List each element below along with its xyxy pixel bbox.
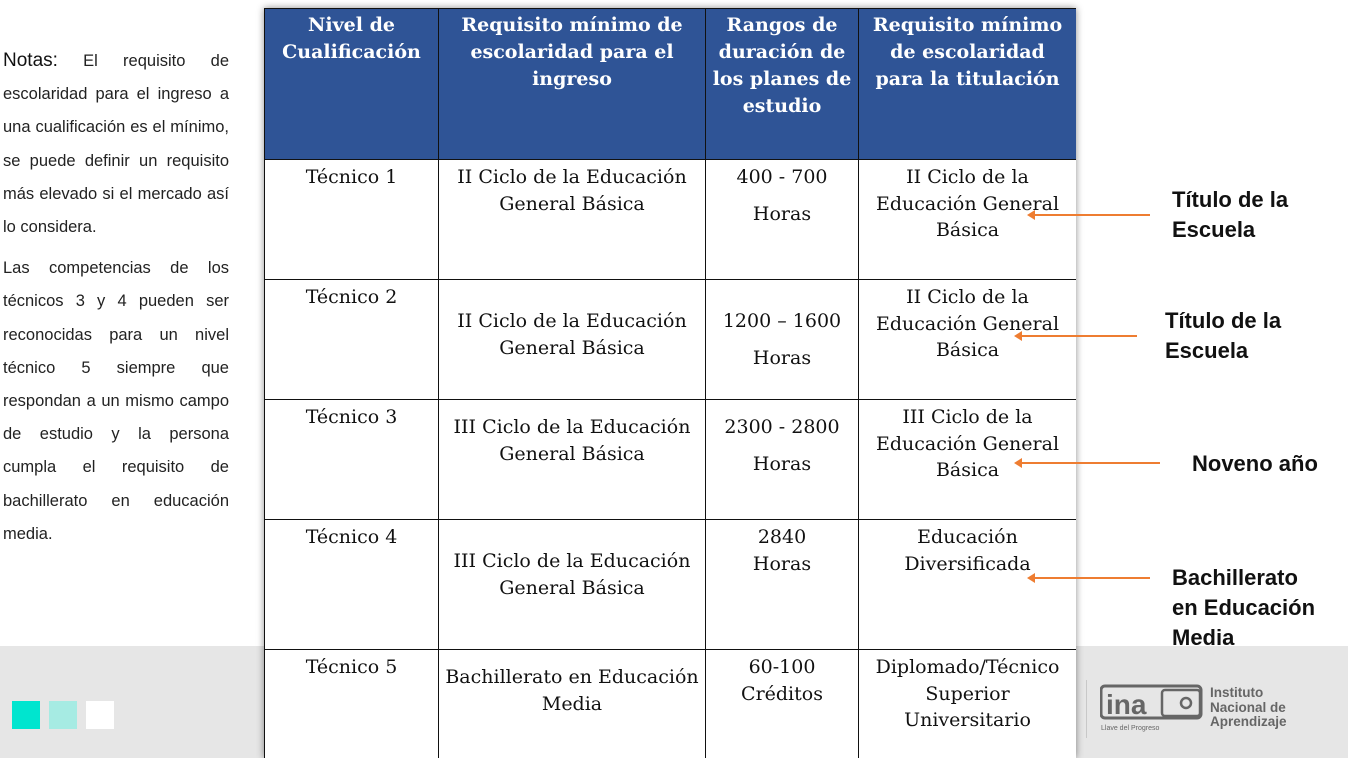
rango-unit: Horas [752, 346, 812, 369]
notes-body-1: El requisito de escolaridad para el ingreso a una cualificación es el mínimo, se puede definir un requisito más elevado si el mercado así lo considera. [3, 52, 229, 237]
header-ingreso: Requisito mínimo de escolaridad para el ingreso [439, 9, 706, 160]
header-nivel: Nivel de Cualificación [265, 9, 439, 160]
logo-tagline: Llave del Progreso [1101, 725, 1160, 732]
table-row [265, 280, 1077, 400]
arrow-annotation-2 [1021, 335, 1137, 337]
ingreso-text: III Ciclo de la Educación General Básica [453, 550, 691, 599]
cell-rango [706, 650, 859, 758]
table-row [265, 160, 1077, 280]
table-row [265, 650, 1077, 758]
table-row [265, 400, 1077, 520]
table-header-row [265, 9, 1077, 160]
rango-value: 400 - 700 [736, 166, 828, 188]
cell-ingreso [439, 400, 706, 520]
annotation-1-line1: Título de la [1172, 187, 1289, 212]
notes-paragraph-1 [3, 44, 229, 244]
rango-unit: Créditos [741, 682, 823, 705]
annotation-label-4 [1172, 563, 1315, 653]
table-row [265, 520, 1077, 650]
annotation-label-2 [1165, 306, 1281, 366]
logo-mark-text: ina [1106, 689, 1147, 720]
arrow-annotation-4 [1034, 577, 1150, 579]
annotation-4-line1: Bachillerato [1172, 565, 1298, 590]
logo-divider [1086, 680, 1087, 738]
qualification-table-image [264, 8, 1076, 758]
annotation-2-line2: Escuela [1165, 338, 1249, 363]
rango-value: 1200 – 1600 [722, 310, 842, 332]
accent-square-light-teal [49, 701, 77, 729]
rango-unit: Horas [752, 452, 812, 475]
cell-titulacion: Diplomado/Técnico Superior Universitario [859, 650, 1077, 758]
cell-nivel: Técnico 1 [265, 160, 439, 280]
rango-unit: Horas [752, 202, 812, 225]
cell-titulacion: III Ciclo de la Educación General Básica [859, 400, 1077, 520]
cell-rango [706, 520, 859, 650]
ingreso-text: Bachillerato en Educación Media [445, 666, 699, 715]
cell-rango [706, 160, 859, 280]
logo-institution-name [1210, 686, 1287, 730]
arrow-annotation-3 [1021, 462, 1160, 464]
notes-lead: Notas: [3, 50, 58, 71]
annotation-2-line1: Título de la [1165, 308, 1282, 333]
cell-nivel: Técnico 3 [265, 400, 439, 520]
annotation-4-line3: Media [1172, 625, 1235, 650]
ina-logo-icon [1100, 684, 1204, 734]
annotation-1-line2: Escuela [1172, 217, 1256, 242]
cell-nivel: Técnico 4 [265, 520, 439, 650]
annotation-3-line1: Noveno año [1192, 451, 1318, 476]
logo-line-2: Nacional de [1210, 699, 1286, 715]
ingreso-text: II Ciclo de la Educación General Básica [457, 310, 687, 359]
rango-value: 2840 [757, 526, 807, 548]
logo-line-3: Aprendizaje [1210, 714, 1287, 729]
header-titulacion: Requisito mínimo de escolaridad para la titulación [859, 9, 1077, 160]
annotation-4-line2: en Educación [1172, 595, 1316, 620]
rango-value: 2300 - 2800 [724, 416, 840, 438]
cell-titulacion: II Ciclo de la Educación General Básica [859, 280, 1077, 400]
cell-nivel: Técnico 2 [265, 280, 439, 400]
cell-ingreso [439, 520, 706, 650]
cell-nivel: Técnico 5 [265, 650, 439, 758]
accent-square-teal [12, 701, 40, 729]
accent-square-white [86, 701, 114, 729]
cell-titulacion: Educación Diversificada [859, 520, 1077, 650]
cell-ingreso [439, 650, 706, 758]
rango-unit: Horas [752, 552, 812, 575]
qualification-table [264, 8, 1076, 758]
cell-rango [706, 280, 859, 400]
rango-value: 60-100 [748, 656, 816, 678]
logo-line-1: Instituto [1210, 685, 1264, 700]
annotation-label-3 [1192, 449, 1318, 479]
ingreso-text: III Ciclo de la Educación General Básica [453, 416, 691, 465]
cell-ingreso: II Ciclo de la Educación General Básica [439, 160, 706, 280]
header-rangos: Rangos de duración de los planes de estudio [706, 9, 859, 160]
cell-ingreso [439, 280, 706, 400]
cell-rango [706, 400, 859, 520]
notes-text [3, 44, 229, 559]
cell-titulacion: II Ciclo de la Educación General Básica [859, 160, 1077, 280]
arrow-annotation-1 [1034, 214, 1150, 216]
notes-paragraph-2: Las competencias de los técnicos 3 y 4 pueden ser reconocidas para un nivel técnico 5 siempre que respondan a un mismo campo de estudio y la persona cumpla el requisito de bachillerato en educación media. [3, 259, 229, 543]
annotation-label-1 [1172, 185, 1288, 245]
